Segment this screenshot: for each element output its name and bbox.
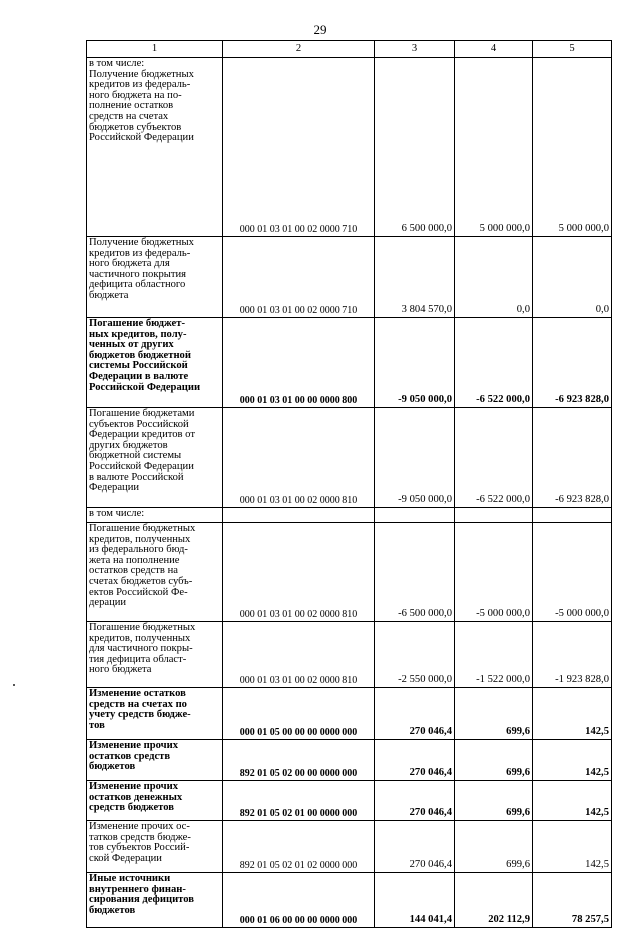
value-col4: 699,6 (455, 740, 533, 781)
value-col3: 270 046,4 (375, 688, 455, 740)
budget-classification-code: 892 01 05 02 00 00 0000 000 (223, 740, 375, 781)
description-line: средств на счетах по (89, 698, 187, 710)
description-line: Федерации кредитов от (89, 429, 195, 441)
value-col4: 699,6 (455, 821, 533, 873)
description-line: кредитов, полученных (89, 632, 191, 644)
value-col3: -2 550 000,0 (375, 622, 455, 688)
value-col4: 5 000 000,0 (455, 58, 533, 237)
description-line: Получение бюджетных (89, 68, 194, 80)
table-row (87, 508, 612, 523)
description-line: кредитов, полученных (89, 533, 191, 545)
table-row (87, 622, 612, 688)
row-description (87, 237, 223, 318)
value-col3: 270 046,4 (375, 740, 455, 781)
description-line: Федерации (89, 482, 140, 494)
budget-classification-code: 892 01 05 02 01 00 0000 000 (223, 781, 375, 821)
value-col3 (375, 508, 455, 523)
value-col4: 699,6 (455, 781, 533, 821)
value-col4: -6 522 000,0 (455, 408, 533, 508)
description-line: ектов Российской Фе- (89, 586, 188, 598)
description-line: тов субъектов Россий- (89, 842, 190, 854)
value-col4: -6 522 000,0 (455, 318, 533, 408)
header-cell-col3: 3 (375, 41, 455, 58)
description-line: внутреннего финан- (89, 883, 186, 895)
description-line: ного бюджета (89, 664, 152, 676)
value-col5 (533, 508, 612, 523)
page-number: 29 (313, 22, 327, 37)
budget-classification-code: 000 01 03 01 00 02 0000 710 (223, 237, 375, 318)
description-line: Получение бюджетных (89, 237, 194, 248)
description-line: других бюджетов (89, 439, 168, 451)
table-row (87, 237, 612, 318)
budget-classification-code: 000 01 03 01 00 02 0000 810 (223, 523, 375, 622)
value-col5: 142,5 (533, 781, 612, 821)
description-line: для частичного покры- (89, 643, 193, 655)
table-row (87, 523, 612, 622)
description-line: остатков средств (89, 750, 171, 762)
description-line: бюджетов бюджетной (89, 349, 191, 361)
value-col3: -9 050 000,0 (375, 318, 455, 408)
value-col5: -5 000 000,0 (533, 523, 612, 622)
value-col4 (455, 508, 533, 523)
table-header-row (87, 41, 612, 58)
description-line: Погашение бюджетами (89, 408, 195, 419)
description-line: ных кредитов, полу- (89, 328, 187, 340)
row-description (87, 873, 223, 928)
value-col5: 142,5 (533, 821, 612, 873)
value-col3: -9 050 000,0 (375, 408, 455, 508)
value-col4: -1 522 000,0 (455, 622, 533, 688)
value-col5: 78 257,5 (533, 873, 612, 928)
header-cell-col4: 4 (455, 41, 533, 58)
budget-classification-code: 892 01 05 02 01 02 0000 000 (223, 821, 375, 873)
table-row (87, 318, 612, 408)
row-description (87, 408, 223, 508)
description-line: бюджетов субъектов (89, 121, 182, 133)
description-line: дерации (89, 597, 127, 609)
description-line: татков средств бюдже- (89, 831, 191, 843)
description-line: Погашение бюджетных (89, 523, 196, 534)
table-row (87, 408, 612, 508)
description-line: средств на счетах (89, 110, 169, 122)
table-row (87, 58, 612, 237)
description-line: кредитов из федераль- (89, 247, 191, 259)
description-line: Погашение бюджетных (89, 622, 196, 633)
description-line: счетах бюджетов субъ- (89, 575, 193, 587)
description-line: дефицита областного (89, 279, 186, 291)
description-line: из федерального бюд- (89, 544, 188, 556)
budget-classification-code: 000 01 06 00 00 00 0000 000 (223, 873, 375, 928)
row-description (87, 523, 223, 622)
value-col5: 5 000 000,0 (533, 58, 612, 237)
description-line: частичного покрытия (89, 268, 187, 280)
value-col5: 142,5 (533, 740, 612, 781)
value-col5: 142,5 (533, 688, 612, 740)
value-col5: -6 923 828,0 (533, 408, 612, 508)
value-col3: 6 500 000,0 (375, 58, 455, 237)
description-line: ской Федерации (89, 852, 162, 864)
value-col4: 0,0 (455, 237, 533, 318)
description-line: Изменение прочих ос- (89, 821, 190, 832)
table-row (87, 821, 612, 873)
description-line: жета на пополнение (89, 554, 180, 566)
budget-classification-code: 000 01 03 01 00 02 0000 710 (223, 58, 375, 237)
budget-classification-code: 000 01 05 00 00 00 0000 000 (223, 688, 375, 740)
value-col3: 3 804 570,0 (375, 237, 455, 318)
table-row (87, 873, 612, 928)
description-line: Иные источники (89, 873, 171, 884)
description-line: остатков денежных (89, 791, 183, 803)
value-col5: -1 923 828,0 (533, 622, 612, 688)
description-line: в том числе: (89, 508, 145, 519)
header-cell-col1: 1 (87, 41, 223, 58)
budget-classification-code (223, 508, 375, 523)
value-col4: 699,6 (455, 688, 533, 740)
budget-classification-code: 000 01 03 01 00 02 0000 810 (223, 408, 375, 508)
description-line: бюджетов (89, 761, 136, 773)
description-line: Изменение прочих (89, 740, 179, 751)
description-line: Изменение прочих (89, 781, 179, 792)
row-description (87, 781, 223, 821)
budget-sources-table (86, 40, 612, 928)
value-col5: -6 923 828,0 (533, 318, 612, 408)
description-line: в том числе: (89, 58, 145, 69)
value-col3: -6 500 000,0 (375, 523, 455, 622)
row-description (87, 821, 223, 873)
description-line: Федерации в валюте (89, 370, 189, 382)
scan-speck (13, 684, 15, 686)
description-line: системы Российской (89, 360, 188, 372)
description-line: полнение остатков (89, 100, 174, 112)
description-line: бюджета (89, 289, 129, 301)
description-line: учету средств бюдже- (89, 709, 191, 721)
description-line: Российской Федерации (89, 460, 194, 472)
description-line: Изменение остатков (89, 688, 186, 699)
description-line: сирования дефицитов (89, 894, 194, 906)
table-row (87, 740, 612, 781)
header-cell-col5: 5 (533, 41, 612, 58)
description-line: ного бюджета для (89, 258, 170, 270)
description-line: кредитов из федераль- (89, 79, 191, 91)
row-description (87, 740, 223, 781)
description-line: бюджетной системы (89, 450, 182, 462)
description-line: бюджетов (89, 904, 136, 916)
description-line: Российской Федерации (89, 132, 194, 144)
value-col3: 270 046,4 (375, 781, 455, 821)
row-description (87, 508, 223, 523)
value-col3: 270 046,4 (375, 821, 455, 873)
value-col5: 0,0 (533, 237, 612, 318)
description-line: Российской Федерации (89, 381, 201, 393)
value-col4: 202 112,9 (455, 873, 533, 928)
description-line: ного бюджета на по- (89, 89, 182, 101)
budget-classification-code: 000 01 03 01 00 00 0000 800 (223, 318, 375, 408)
description-line: тия дефицита област- (89, 653, 187, 665)
row-description (87, 58, 223, 237)
table-row (87, 781, 612, 821)
table-row (87, 688, 612, 740)
value-col3: 144 041,4 (375, 873, 455, 928)
description-line: тов (89, 719, 105, 731)
description-line: субъектов Российской (89, 418, 189, 430)
description-line: в валюте Российской (89, 471, 184, 483)
row-description (87, 688, 223, 740)
row-description (87, 622, 223, 688)
row-description (87, 318, 223, 408)
value-col4: -5 000 000,0 (455, 523, 533, 622)
description-line: ченных от других (89, 339, 174, 351)
description-line: Погашение бюджет- (89, 318, 185, 329)
budget-classification-code: 000 01 03 01 00 02 0000 810 (223, 622, 375, 688)
description-line: средств бюджетов (89, 802, 174, 814)
header-cell-col2: 2 (223, 41, 375, 58)
description-line: остатков средств на (89, 565, 178, 577)
